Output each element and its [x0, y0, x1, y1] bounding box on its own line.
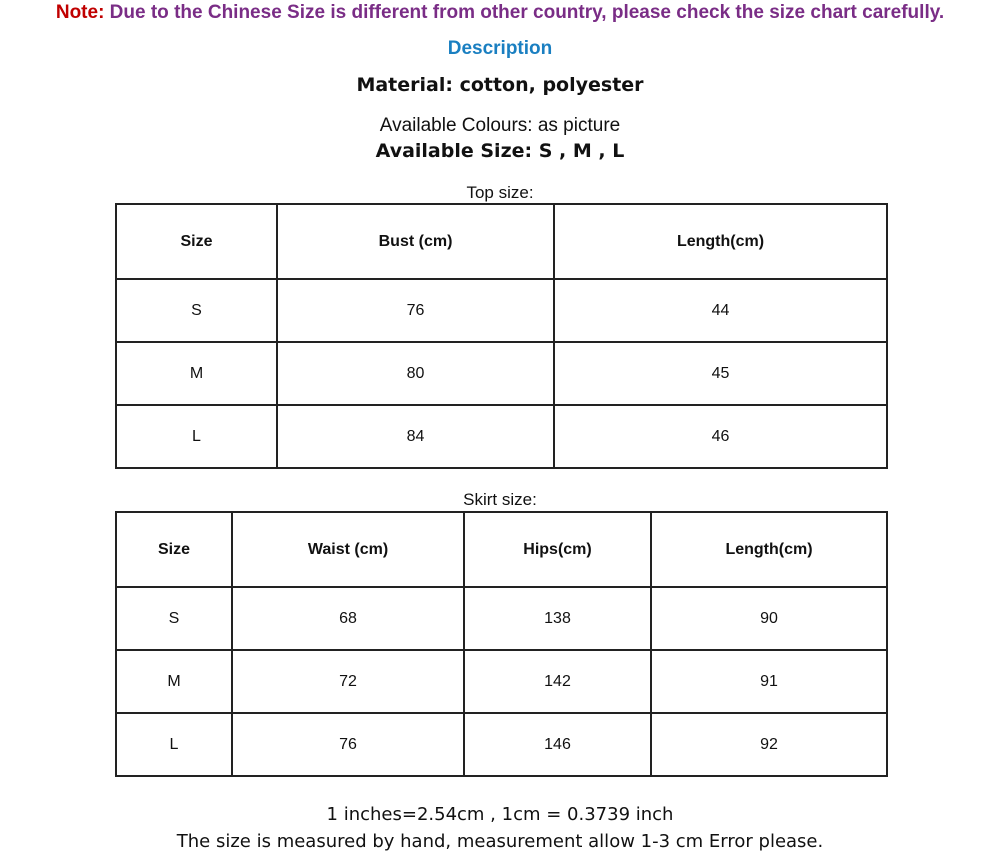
- table-cell: 46: [554, 405, 887, 468]
- material-line: Material: cotton, polyester: [356, 74, 644, 96]
- table-cell: 76: [277, 279, 554, 342]
- available-size-line: Available Size: S , M , L: [375, 140, 625, 162]
- table-cell: 146: [464, 713, 651, 776]
- table-cell: 68: [232, 587, 464, 650]
- table-cell: 72: [232, 650, 464, 713]
- colours-line: Available Colours: as picture: [379, 115, 621, 136]
- table-row: [116, 650, 887, 713]
- header-cell: Size: [116, 512, 232, 587]
- header-cell: Waist (cm): [232, 512, 464, 587]
- table-cell: 44: [554, 279, 887, 342]
- table-header-row: [116, 512, 887, 587]
- table-cell: 91: [651, 650, 887, 713]
- table-cell: 90: [651, 587, 887, 650]
- table-cell: 142: [464, 650, 651, 713]
- table-cell: L: [116, 713, 232, 776]
- table-cell: 84: [277, 405, 554, 468]
- unit-conversion-note: 1 inches=2.54cm , 1cm = 0.3739 inch: [326, 804, 674, 825]
- table-cell: 76: [232, 713, 464, 776]
- description-title: Description: [447, 38, 553, 59]
- header-cell: Hips(cm): [464, 512, 651, 587]
- header-cell: Length(cm): [554, 204, 887, 279]
- table-row: [116, 587, 887, 650]
- table-cell: M: [116, 650, 232, 713]
- top-size-table: [115, 203, 888, 469]
- skirt-size-caption: Skirt size:: [463, 490, 537, 509]
- note-label: Note:: [55, 2, 105, 23]
- table-cell: 45: [554, 342, 887, 405]
- header-cell: Length(cm): [651, 512, 887, 587]
- header-cell: Size: [116, 204, 277, 279]
- table-cell: 138: [464, 587, 651, 650]
- table-cell: S: [116, 587, 232, 650]
- skirt-size-table: [115, 511, 888, 777]
- header-cell: Bust (cm): [277, 204, 554, 279]
- table-cell: 80: [277, 342, 554, 405]
- table-header-row: [116, 204, 887, 279]
- note-text: Due to the Chinese Size is different from other country, please check the size chart carefully.: [104, 2, 945, 23]
- table-row: [116, 713, 887, 776]
- table-row: [116, 279, 887, 342]
- table-cell: 92: [651, 713, 887, 776]
- measurement-note: The size is measured by hand, measurement allow 1-3 cm Error please.: [176, 831, 824, 852]
- size-warning-note: [0, 2, 1000, 24]
- table-row: [116, 405, 887, 468]
- table-row: [116, 342, 887, 405]
- table-cell: S: [116, 279, 277, 342]
- top-size-caption: Top size:: [466, 183, 534, 202]
- table-cell: M: [116, 342, 277, 405]
- table-cell: L: [116, 405, 277, 468]
